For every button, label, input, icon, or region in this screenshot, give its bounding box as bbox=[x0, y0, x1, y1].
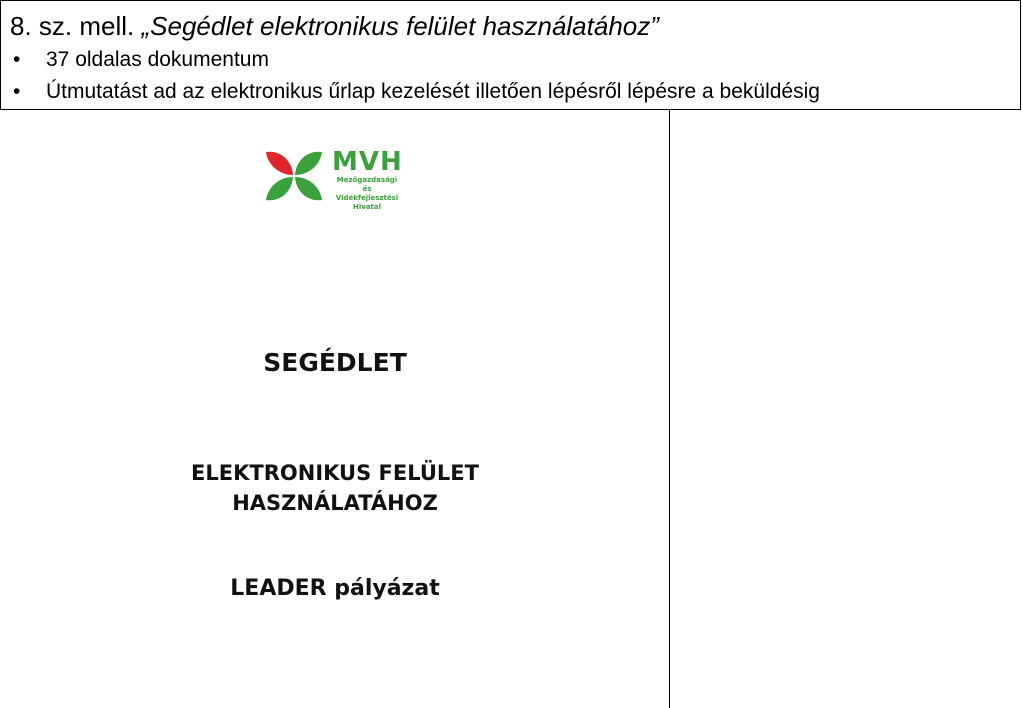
logo-subtitle-line3: Hivatal bbox=[352, 203, 381, 211]
leaf-logo-icon bbox=[262, 148, 326, 204]
bullet-marker: • bbox=[13, 48, 21, 71]
logo-subtitle-line1: Mezőgazdasági és bbox=[336, 176, 398, 193]
bullet-marker: • bbox=[13, 80, 21, 103]
document-subtitle-line1: ELEKTRONIKUS FELÜLET bbox=[191, 461, 479, 485]
logo-subtitle-line2: Vidékfejlesztési bbox=[335, 194, 399, 202]
document-cover bbox=[0, 110, 670, 708]
header-title bbox=[10, 11, 659, 41]
bullet-text: 37 oldalas dokumentum bbox=[46, 48, 269, 71]
logo-name: MVH bbox=[332, 147, 403, 177]
logo-text bbox=[332, 148, 403, 212]
document-subtitle-line2: HASZNÁLATÁHOZ bbox=[232, 491, 438, 515]
header-title-plain: 8. sz. mell. bbox=[10, 11, 142, 41]
bullet-text: Útmutatást ad az elektronikus űrlap kezelését illetően lépésről lépésre a beküldésig bbox=[46, 80, 820, 103]
document-subtitle bbox=[0, 458, 670, 518]
document-program: LEADER pályázat bbox=[230, 576, 440, 601]
header-box bbox=[0, 0, 1021, 110]
header-title-italic: „Segédlet elektronikus felület használatához” bbox=[141, 11, 659, 41]
document-title: SEGÉDLET bbox=[263, 348, 407, 377]
mvh-logo bbox=[262, 148, 412, 218]
